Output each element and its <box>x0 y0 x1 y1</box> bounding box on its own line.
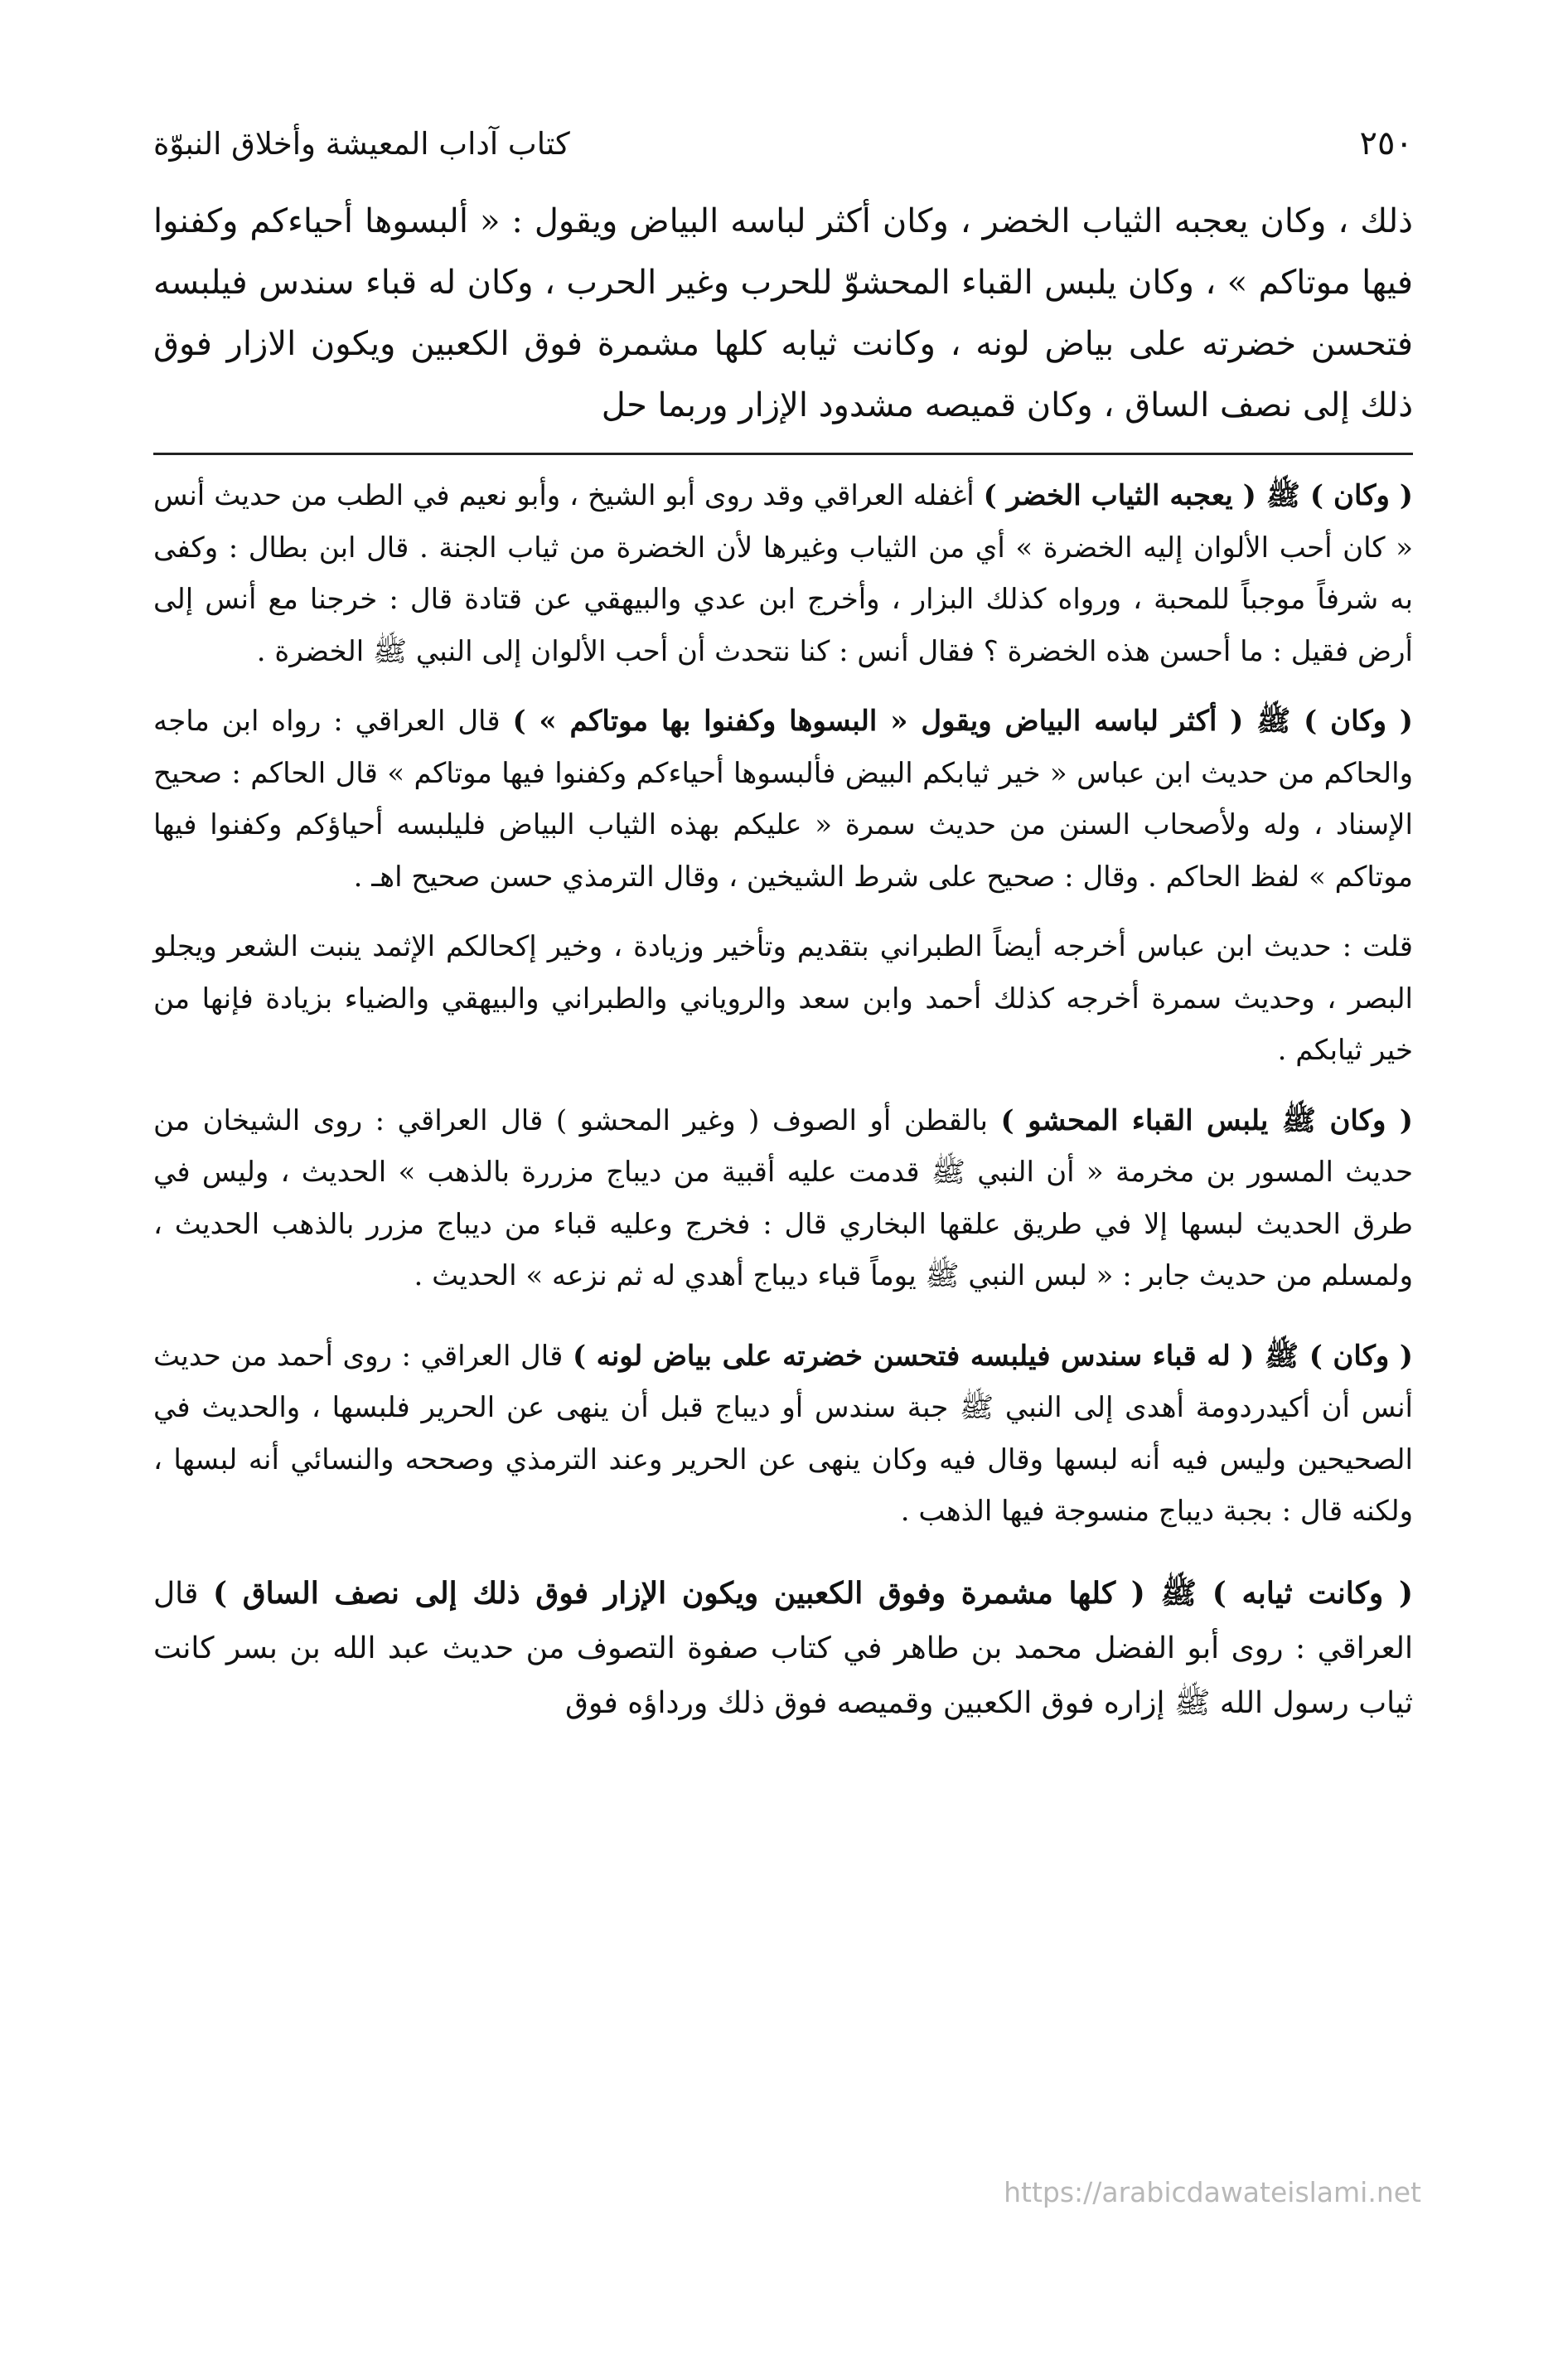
page-header <box>153 124 1413 191</box>
footnote-divider <box>153 453 1413 455</box>
commentary-text-2: قال العراقي : رواه ابن ماجه والحاكم من حديث ابن عباس « خير ثيابكم البيض فألبسوها أحياءكم وكفنوا فيها موتاكم » قال الحاكم : صحيح الإسناد ، وله ولأصحاب السنن من حديث سمرة « عليكم بهذه الثياب البياض فليلبسه أحياؤكم وكفنوا فيها موتاكم » لفظ الحاكم . وقال : صحيح على شرط الشيخين ، وقال الترمذي حسن صحيح اهـ . <box>153 705 1413 894</box>
book-title: كتاب آداب المعيشة وأخلاق النبوّة <box>153 126 570 162</box>
book-page <box>153 124 1413 1749</box>
quoted-matn-2: ( وكان ) ﷺ ( أكثر لباسه البياض ويقول « البسوها وكفنوا بها موتاكم » ) <box>512 705 1413 738</box>
main-text-block <box>153 191 1413 436</box>
quoted-matn-5: ( وكان ) ﷺ ( له قباء سندس فيلبسه فتحسن خضرته على بياض لونه ) <box>572 1339 1414 1373</box>
commentary-paragraph-4 <box>153 1095 1413 1302</box>
commentary-paragraph-5 <box>153 1331 1413 1538</box>
commentary-text-5: قال العراقي : روى أحمد من حديث أنس أن أكيدردومة أهدى إلى النبي ﷺ جبة سندس أو ديباج قبل أن ينهى عن الحرير فلبسها ، والحديث في الصحيحين وليس فيه أنه لبسها وقال فيه وكان ينهى عن الحرير وعند الترمذي وصححه والنسائي أنه لبسها ، ولكنه قال : بجبة ديباج منسوجة فيها الذهب . <box>153 1339 1413 1528</box>
commentary-text-3: قلت : حديث ابن عباس أخرجه أيضاً الطبراني بتقديم وتأخير وزيادة ، وخير إكحالكم الإثمد ينبت الشعر ويجلو البصر ، وحديث سمرة أخرجه كذلك أحمد وابن سعد والروياني والطبراني والبيهقي والضياء بزيادة فإنها من خير ثيابكم . <box>153 930 1413 1067</box>
commentary-paragraph-3 <box>153 921 1413 1077</box>
page-number: ٢٥٠ <box>1359 124 1413 162</box>
commentary-text-6: قال العراقي : روى أبو الفضل محمد بن طاهر في كتاب صفوة التصوف من حديث عبد الله بن بسر كانت ثياب رسول الله ﷺ إزاره فوق الكعبين وقميصه فوق ذلك ورداؤه فوق <box>153 1576 1413 1720</box>
quoted-matn-4: ( وكان ﷺ يلبس القباء المحشو ) <box>1000 1103 1413 1137</box>
commentary-paragraph-6 <box>153 1566 1413 1731</box>
commentary-text-1: أغفله العراقي وقد روى أبو الشيخ ، وأبو نعيم في الطب من حديث أنس « كان أحب الألوان إليه الخضرة » أي من الثياب وغيرها لأن الخضرة من ثياب الجنة . قال ابن بطال : وكفى به شرفاً موجباً للمحبة ، ورواه كذلك البزار ، وأخرج ابن عدي والبيهقي عن قتادة قال : خرجنا مع أنس إلى أرض فقيل : ما أحسن هذه الخضرة ؟ فقال أنس : كنا نتحدث أن أحب الألوان إلى النبي ﷺ الخضرة . <box>153 479 1413 668</box>
commentary-paragraph-2 <box>153 696 1413 903</box>
quoted-matn-6: ( وكانت ثيابه ) ﷺ ( كلها مشمرة وفوق الكعبين ويكون الإزار فوق ذلك إلى نصف الساق ) <box>212 1575 1413 1611</box>
watermark-url: https://arabicdawateislami.net <box>1004 2176 1421 2208</box>
main-paragraph: ذلك ، وكان يعجبه الثياب الخضر ، وكان أكثر لباسه البياض ويقول : « ألبسوها أحياءكم وكفنوا فيها موتاكم » ، وكان يلبس القباء المحشوّ للحرب وغير الحرب ، وكان له قباء سندس فيلبسه فتحسن خضرته على بياض لونه ، وكانت ثيابه كلها مشمرة فوق الكعبين ويكون الازار فوق ذلك إلى نصف الساق ، وكان قميصه مشدود الإزار وربما حل <box>153 202 1413 424</box>
commentary-block <box>153 470 1413 1731</box>
commentary-paragraph-1 <box>153 470 1413 677</box>
commentary-text-4: بالقطن أو الصوف ( وغير المحشو ) قال العراقي : روى الشيخان من حديث المسور بن مخرمة « أن النبي ﷺ قدمت عليه أقبية من ديباج مزررة بالذهب » الحديث ، وليس في طرق الحديث لبسها إلا في طريق علقها البخاري قال : فخرج وعليه قباء من ديباج مزرر بالذهب الحديث ، ولمسلم من حديث جابر : « لبس النبي ﷺ يوماً قباء ديباج أهدي له ثم نزعه » الحديث . <box>153 1103 1413 1292</box>
quoted-matn-1: ( وكان ) ﷺ ( يعجبه الثياب الخضر ) <box>983 479 1413 512</box>
